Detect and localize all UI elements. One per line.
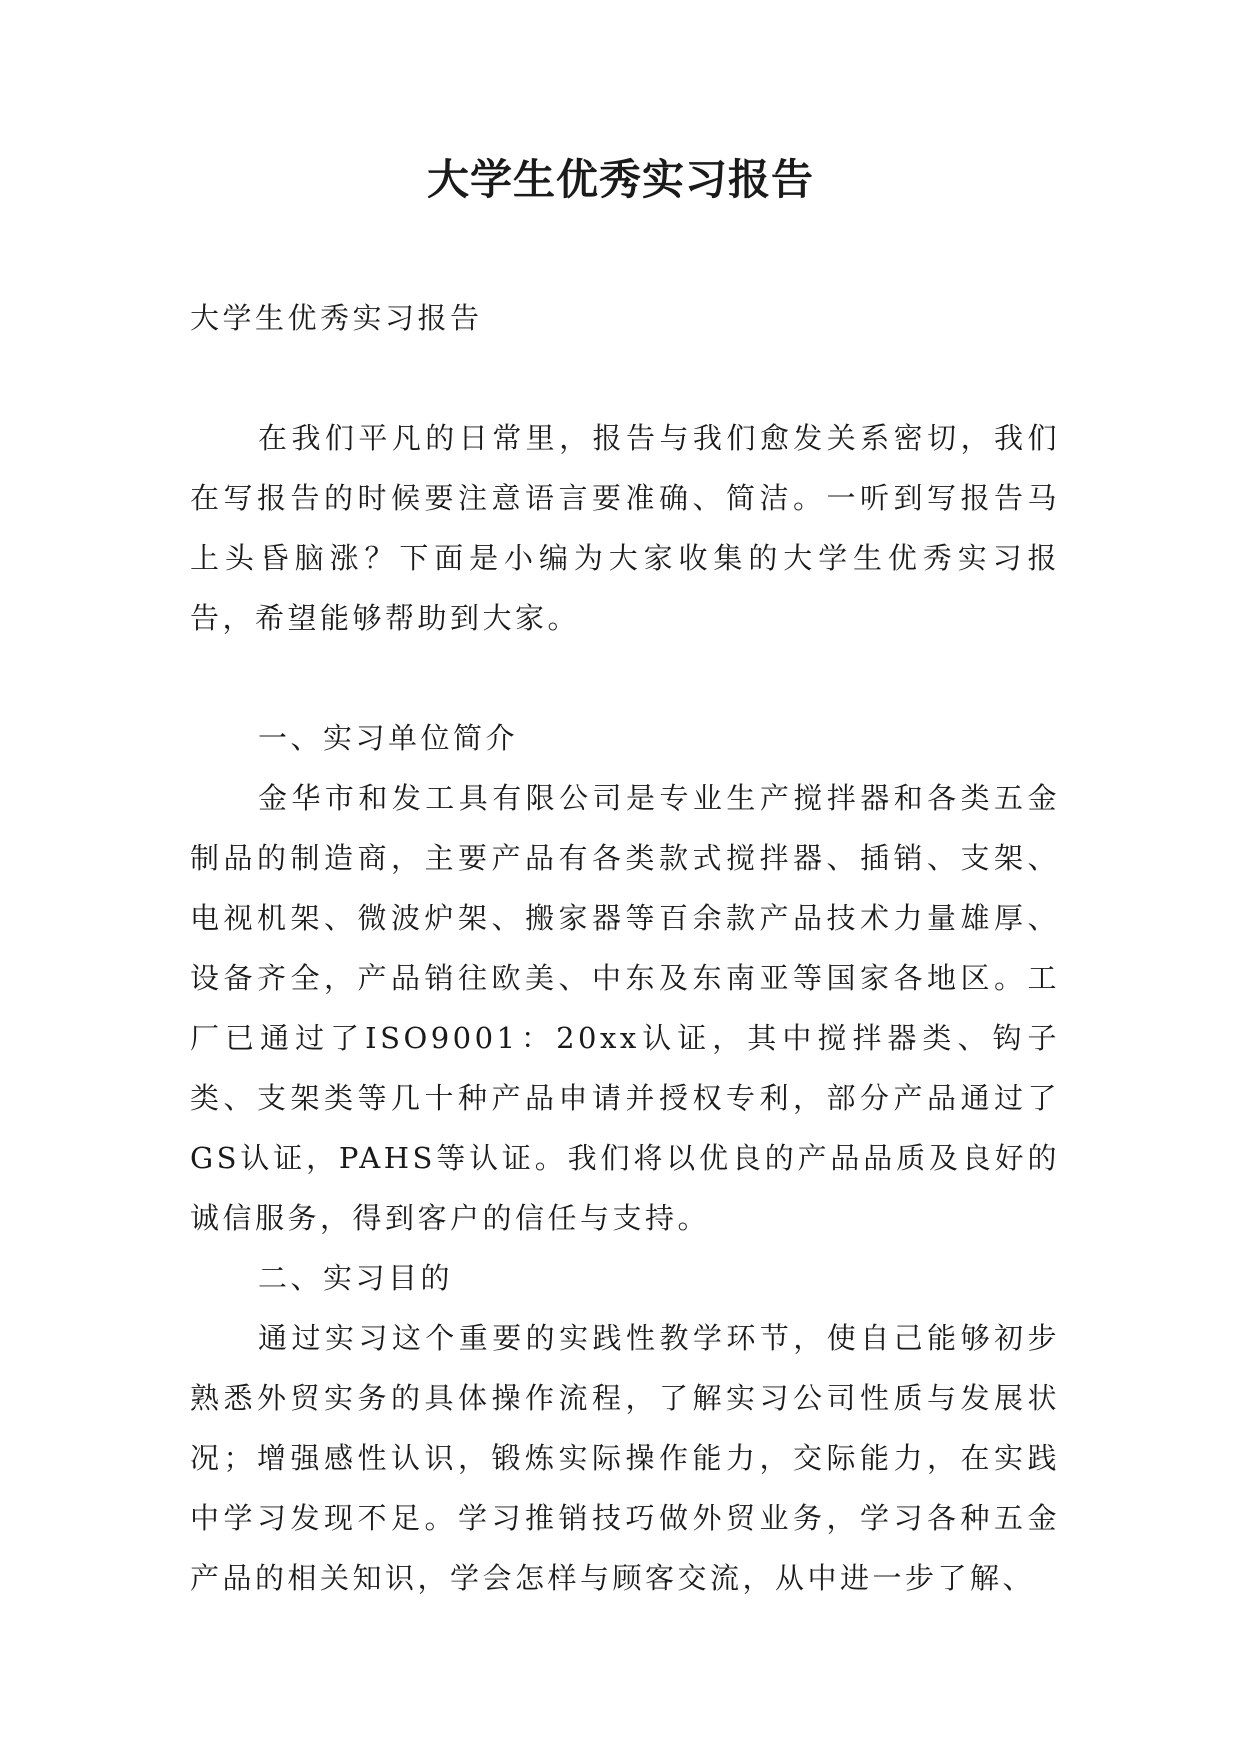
intro-paragraph: 在我们平凡的日常里，报告与我们愈发关系密切，我们在写报告的时候要注意语言要准确、简洁。一听到写报告马上头昏脑涨？下面是小编为大家收集的大学生优秀实习报告，希望能够帮助到大家。 bbox=[190, 421, 1060, 635]
section-heading-purpose: 二、实习目的 bbox=[258, 1261, 454, 1295]
subtitle-paragraph: 大学生优秀实习报告 bbox=[190, 301, 483, 335]
document-title: 大学生优秀实习报告 bbox=[426, 155, 814, 204]
purpose-paragraph: 通过实习这个重要的实践性教学环节，使自己能够初步熟悉外贸实务的具体操作流程，了解实习公司性质与发展状况；增强感性认识，锻炼实际操作能力，交际能力，在实践中学习发现不足。学习推销技巧做外贸业务，学习各种五金产品的相关知识，学会怎样与顾客交流，从中进一步了解、 bbox=[190, 1321, 1060, 1595]
company-paragraph: 金华市和发工具有限公司是专业生产搅拌器和各类五金制品的制造商，主要产品有各类款式搅拌器、插销、支架、电视机架、微波炉架、搬家器等百余款产品技术力量雄厚、设备齐全，产品销往欧美、中东及东南亚等国家各地区。工厂已通过了ISO9001：20xx认证，其中搅拌器类、钩子类、支架类等几十种产品申请并授权专利，部分产品通过了GS认证，PAHS等认证。我们将以优良的产品品质及良好的诚信服务，得到客户的信任与支持。 bbox=[190, 781, 1060, 1235]
document-body bbox=[190, 288, 1060, 1608]
section-heading-company: 一、实习单位简介 bbox=[258, 721, 519, 755]
